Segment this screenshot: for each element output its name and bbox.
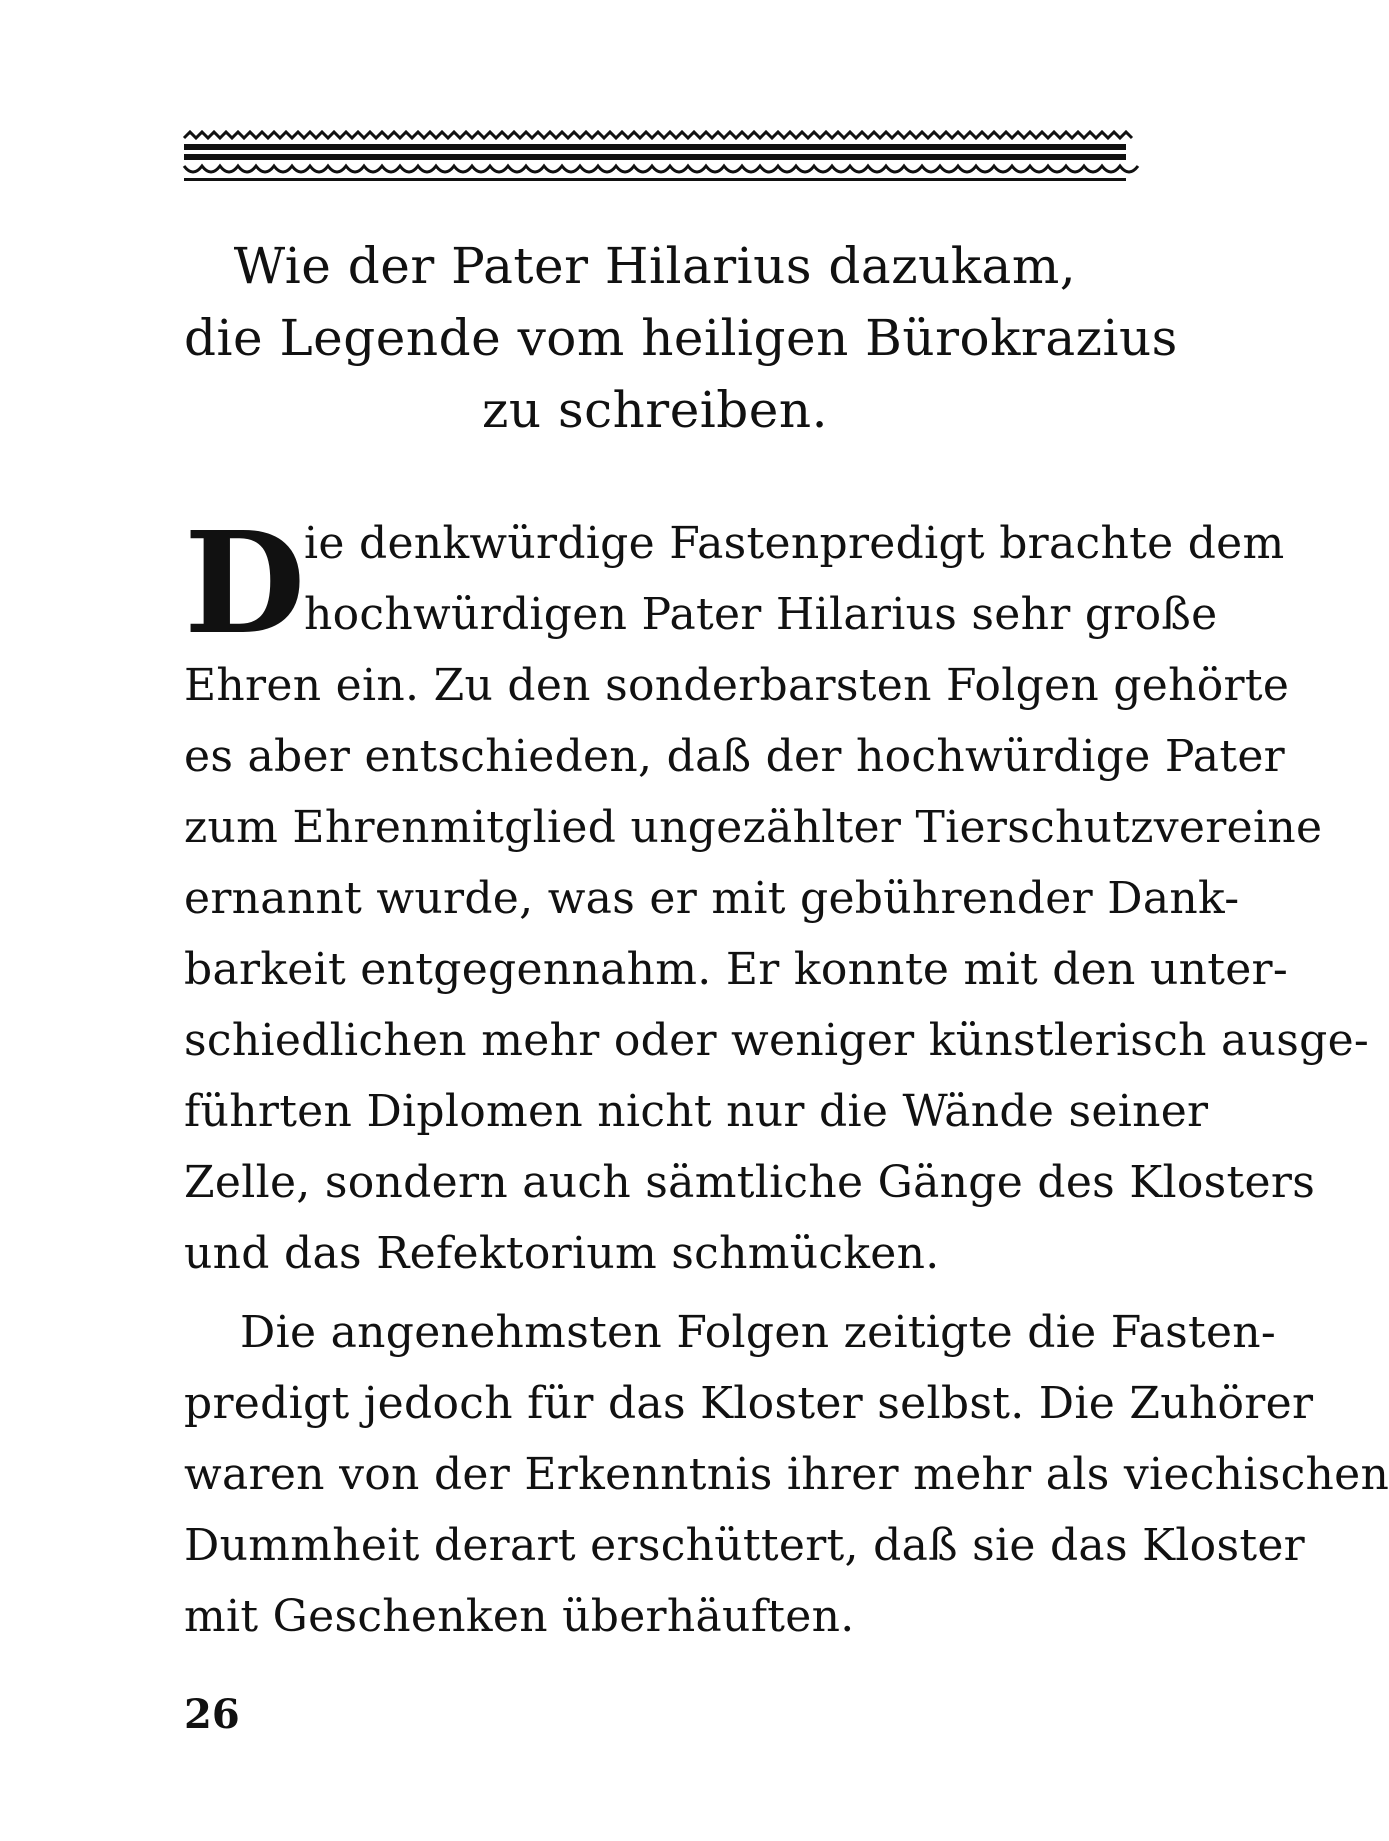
- text-line: es aber entschieden, daß der hochwürdige Pater: [184, 731, 1285, 782]
- text-line: ernannt wurde, was er mit gebührender Dank-: [184, 873, 1240, 924]
- text-line: Dummheit derart erschüttert, daß sie das Kloster: [184, 1520, 1305, 1571]
- chapter-title-line: Wie der Pater Hilarius dazukam,: [233, 237, 1077, 295]
- paragraph-1: [184, 502, 1370, 1289]
- text-line: Zelle, sondern auch sämtliche Gänge des Klosters: [184, 1157, 1316, 1208]
- text-line: führten Diplomen nicht nur die Wände seiner: [184, 1086, 1209, 1137]
- text-line: schiedlichen mehr oder weniger künstlerisch ausge-: [184, 1015, 1370, 1066]
- text-line: und das Refektorium schmücken.: [184, 1228, 940, 1279]
- text-line: zum Ehrenmitglied ungezählter Tierschutzvereine: [184, 802, 1323, 853]
- text-line: waren von der Erkenntnis ihrer mehr als viechischen: [184, 1449, 1389, 1500]
- text-line: barkeit entgegennahm. Er konnte mit den unter-: [184, 944, 1289, 995]
- text-line: mit Geschenken überhäuften.: [184, 1591, 855, 1642]
- body-text: [184, 502, 1389, 1652]
- page-number: 26: [184, 1691, 240, 1738]
- text-line: predigt jedoch für das Kloster selbst. Die Zuhörer: [184, 1378, 1314, 1429]
- chapter-title-line: zu schreiben.: [482, 381, 828, 439]
- chapter-title: [184, 230, 1178, 446]
- chapter-title-line: die Legende vom heiligen Bürokrazius: [184, 309, 1178, 367]
- decorative-border-ornament: [184, 128, 1126, 186]
- drop-cap: D: [184, 502, 306, 666]
- text-line: Ehren ein. Zu den sonderbarsten Folgen gehörte: [184, 660, 1290, 711]
- text-line: ie denkwürdige Fastenpredigt brachte dem: [304, 518, 1285, 569]
- paragraph-2: [184, 1297, 1389, 1652]
- text-line: Die angenehmsten Folgen zeitigte die Fasten-: [240, 1307, 1277, 1358]
- text-line: hochwürdigen Pater Hilarius sehr große: [304, 589, 1218, 640]
